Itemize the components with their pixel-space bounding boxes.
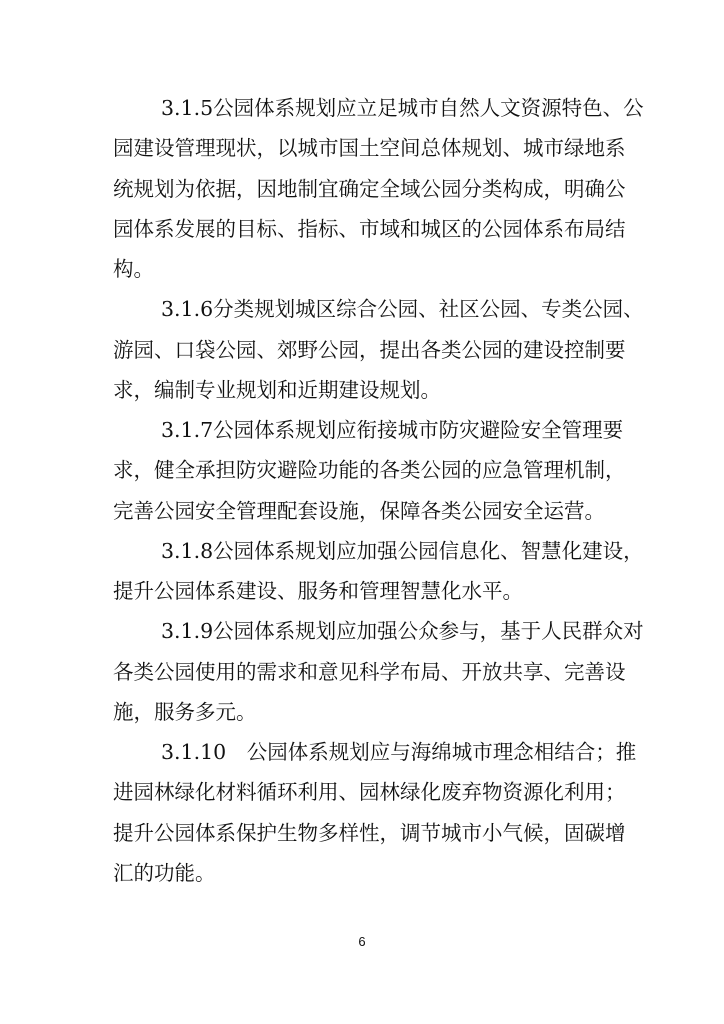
text-line: 3.1.10 公园体系规划应与海绵城市理念相结合；推 <box>161 740 637 764</box>
text-line: 提升公园体系建设、服务和管理智慧化水平。 <box>113 579 523 603</box>
text-line: 3.1.8公园体系规划应加强公园信息化、智慧化建设， <box>161 539 644 563</box>
text-line: 统规划为依据，因地制宜确定全域公园分类构成，明确公 <box>113 177 626 201</box>
text-line: 3.1.6分类规划城区综合公园、社区公园、专类公园、 <box>161 297 644 321</box>
text-line: 进园林绿化材料循环利用、园林绿化废弃物资源化利用； <box>113 780 626 804</box>
text-line: 园体系发展的目标、指标、市域和城区的公园体系布局结 <box>113 217 626 241</box>
text-line: 汇的功能。 <box>113 861 216 885</box>
text-line: 提升公园体系保护生物多样性，调节城市小气候，固碳增 <box>113 821 626 845</box>
text-line: 3.1.5公园体系规划应立足城市自然人文资源特色、公 <box>161 96 644 120</box>
text-line: 园建设管理现状，以城市国土空间总体规划、城市绿地系 <box>113 136 626 160</box>
text-line: 施，服务多元。 <box>113 700 257 724</box>
text-line: 3.1.9公园体系规划应加强公众参与，基于人民群众对 <box>161 619 644 643</box>
text-line: 求，编制专业规划和近期建设规划。 <box>113 378 441 402</box>
text-line: 3.1.7公园体系规划应衔接城市防灾避险安全管理要 <box>161 418 624 442</box>
text-line: 完善公园安全管理配套设施，保障各类公园安全运营。 <box>113 499 605 523</box>
text-line: 求，健全承担防灾避险功能的各类公园的应急管理机制， <box>113 458 626 482</box>
page-number: 6 <box>358 934 366 949</box>
text-line: 各类公园使用的需求和意见科学布局、开放共享、完善设 <box>113 660 626 684</box>
text-line: 游园、口袋公园、郊野公园，提出各类公园的建设控制要 <box>113 338 626 362</box>
text-line: 构。 <box>113 257 154 281</box>
